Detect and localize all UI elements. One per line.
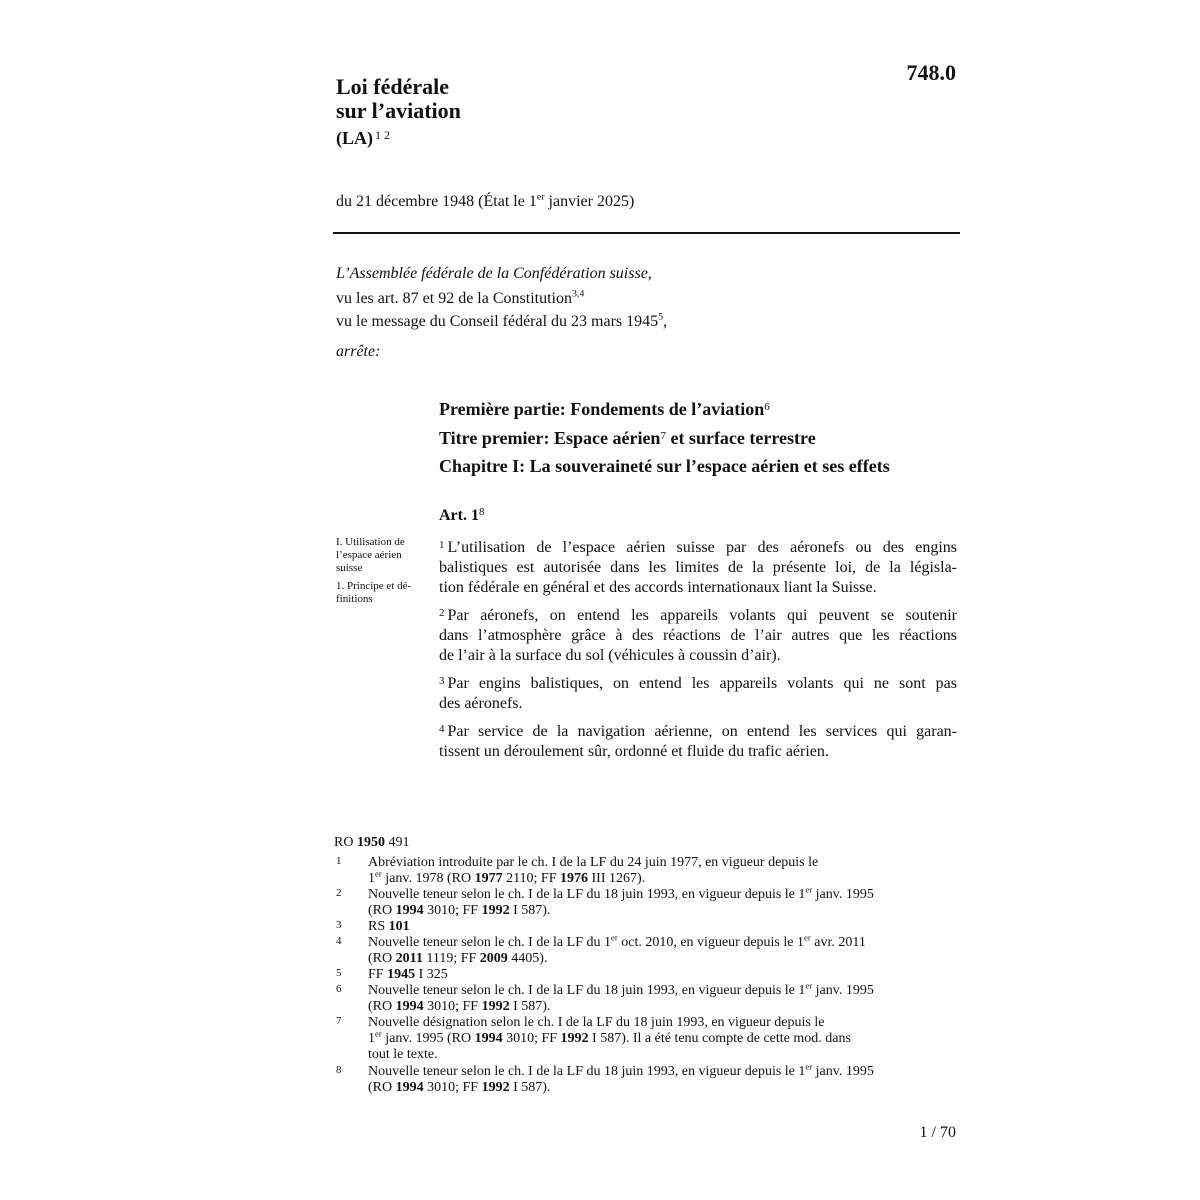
margin-note-utilisation bbox=[336, 536, 428, 575]
paragraph-line-text: Par engins balistiques, on entend les appareils volants qui ne sont pas bbox=[447, 675, 957, 692]
paragraph-line-text: L’utilisation de l’espace aérien suisse par des aéronefs ou des engins bbox=[447, 539, 957, 556]
date-prefix: du 21 décembre 1948 (État le 1 bbox=[336, 193, 537, 210]
article-paragraph-1 bbox=[439, 535, 957, 598]
title-line-1: Loi fédérale bbox=[336, 74, 450, 99]
article-paragraph-4 bbox=[439, 719, 957, 762]
footnote-text bbox=[368, 884, 958, 919]
paragraph-line: tissent un déroulement sûr, ordonné et fluide du trafic aérien. bbox=[439, 743, 829, 760]
paragraph-line bbox=[439, 603, 957, 626]
footnote-number: 6 bbox=[336, 983, 342, 995]
paragraph-line: dans l’atmosphère grâce à des réactions de l’air autres que les réactions bbox=[439, 627, 957, 644]
margin-note-line: l’espace aérien bbox=[336, 549, 402, 561]
ro-prefix: RO bbox=[334, 835, 357, 850]
part-heading-text: Première partie: Fondements de l’aviation bbox=[439, 399, 765, 419]
paragraph-line bbox=[439, 719, 957, 742]
paragraph-line: de l’air à la surface du sol (véhicules à coussin d’air). bbox=[439, 647, 781, 664]
title-heading bbox=[439, 428, 816, 449]
footnote-text bbox=[368, 980, 958, 1015]
footnote-text bbox=[368, 1015, 958, 1063]
footnote-line: 1er janv. 1995 (RO 1994 3010; FF 1992 I 587). Il a été tenu compte de cette mod. dans bbox=[368, 1028, 851, 1046]
date-superscript: er bbox=[536, 191, 545, 203]
part-heading bbox=[439, 399, 770, 420]
footnote-text bbox=[368, 855, 958, 887]
footnote-line: (RO 1994 3010; FF 1992 I 587). bbox=[368, 999, 551, 1014]
preamble-message-comma: , bbox=[663, 313, 668, 330]
preamble-message bbox=[336, 313, 667, 331]
abbreviation-footnote-refs: 1 2 bbox=[375, 128, 390, 142]
part-heading-ref: 6 bbox=[764, 401, 770, 413]
footnote-text bbox=[368, 919, 958, 935]
footnote-line: (RO 1994 3010; FF 1992 I 587). bbox=[368, 903, 551, 918]
footnote-line: RS 101 bbox=[368, 919, 410, 934]
title-heading-text-b: et surface terrestre bbox=[665, 428, 816, 448]
margin-note-line: suisse bbox=[336, 562, 363, 574]
paragraph-number: 3 bbox=[439, 675, 445, 687]
preamble-message-text: vu le message du Conseil fédéral du 23 mars 1945 bbox=[336, 313, 659, 330]
abbreviation-text: (LA) bbox=[336, 128, 373, 148]
ro-page: 491 bbox=[384, 835, 410, 850]
header-rule bbox=[333, 232, 960, 234]
footnote-line: tout le texte. bbox=[368, 1047, 438, 1062]
footnote-line: (RO 2011 1119; FF 2009 4405). bbox=[368, 951, 548, 966]
paragraph-line: des aéronefs. bbox=[439, 695, 523, 712]
footnote-line: Nouvelle teneur selon le ch. I de la LF du 1er oct. 2010, en vigueur depuis le 1er avr. 2011 bbox=[368, 932, 866, 950]
preamble-constitution-refs: 3,4 bbox=[571, 288, 585, 300]
footnote-number: 7 bbox=[336, 1015, 342, 1027]
footnote-line: Nouvelle teneur selon le ch. I de la LF du 18 juin 1993, en vigueur depuis le 1er janv. 1995 bbox=[368, 980, 874, 998]
footnote-line: 1er janv. 1978 (RO 1977 2110; FF 1976 III 1267). bbox=[368, 868, 646, 886]
title-heading-ref: 7 bbox=[660, 430, 666, 442]
paragraph-line: balistiques est autorisée dans les limites de la présente loi, de la législa- bbox=[439, 559, 957, 576]
chapter-heading: Chapitre I: La souveraineté sur l’espace aérien et ses effets bbox=[439, 456, 890, 476]
paragraph-number: 4 bbox=[439, 723, 445, 735]
footnote-line: Nouvelle teneur selon le ch. I de la LF du 18 juin 1993, en vigueur depuis le 1er janv. 1995 bbox=[368, 884, 874, 902]
article-paragraph-3 bbox=[439, 671, 957, 714]
margin-note-line: I. Utilisation de bbox=[336, 536, 405, 548]
margin-note-principe bbox=[336, 580, 428, 606]
preamble-assembly: L’Assemblée fédérale de la Confédération suisse, bbox=[336, 265, 652, 282]
footnote-text bbox=[368, 967, 958, 983]
article-label: Art. 1 bbox=[439, 507, 479, 524]
title-abbreviation bbox=[336, 128, 390, 149]
paragraph-number: 2 bbox=[439, 607, 445, 619]
margin-note-line: 1. Principe et dé- bbox=[336, 580, 412, 592]
footnote-number: 4 bbox=[336, 935, 342, 947]
footnote-number: 2 bbox=[336, 887, 342, 899]
footnote-number: 5 bbox=[336, 967, 342, 979]
date-suffix: janvier 2025) bbox=[544, 193, 635, 210]
footnote-number: 3 bbox=[336, 919, 342, 931]
paragraph-line: tion fédérale en général et des accords internationaux liant la Suisse. bbox=[439, 579, 877, 596]
preamble-constitution-text: vu les art. 87 et 92 de la Constitution bbox=[336, 290, 572, 307]
page-number: 1 / 70 bbox=[919, 1124, 956, 1141]
footnote-number: 1 bbox=[336, 855, 342, 867]
title-heading-text-a: Titre premier: Espace aérien bbox=[439, 428, 661, 448]
footnote-line: Nouvelle désignation selon le ch. I de la LF du 18 juin 1993, en vigueur depuis le bbox=[368, 1015, 825, 1030]
article-heading bbox=[439, 506, 484, 525]
footnote-number: 8 bbox=[336, 1064, 342, 1076]
footnote-line: Nouvelle teneur selon le ch. I de la LF du 18 juin 1993, en vigueur depuis le 1er janv. 1995 bbox=[368, 1061, 874, 1079]
footnote-line: FF 1945 I 325 bbox=[368, 967, 448, 982]
preamble-decrees: arrête: bbox=[336, 343, 381, 360]
preamble-constitution bbox=[336, 290, 584, 308]
footnote-text bbox=[368, 932, 958, 967]
paragraph-line-text: Par aéronefs, on entend les appareils volants qui peuvent se soutenir bbox=[447, 607, 957, 624]
paragraph-line bbox=[439, 535, 957, 558]
footnote-line: (RO 1994 3010; FF 1992 I 587). bbox=[368, 1080, 551, 1095]
title-line-2: sur l’aviation bbox=[336, 98, 461, 123]
date-line bbox=[336, 193, 634, 211]
preamble-message-ref: 5 bbox=[658, 311, 664, 323]
paragraph-number: 1 bbox=[439, 539, 445, 551]
paragraph-line-text: Par service de la navigation aérienne, on entend les services qui garan- bbox=[447, 723, 957, 740]
paragraph-line bbox=[439, 671, 957, 694]
article-ref: 8 bbox=[478, 506, 485, 518]
document-number: 748.0 bbox=[906, 60, 956, 85]
article-paragraph-2 bbox=[439, 603, 957, 666]
ro-reference bbox=[334, 835, 409, 851]
footnote-text bbox=[368, 1061, 958, 1096]
footnote-line: Abréviation introduite par le ch. I de la LF du 24 juin 1977, en vigueur depuis le bbox=[368, 855, 819, 870]
ro-year: 1950 bbox=[356, 835, 385, 850]
margin-note-line: finitions bbox=[336, 593, 373, 605]
